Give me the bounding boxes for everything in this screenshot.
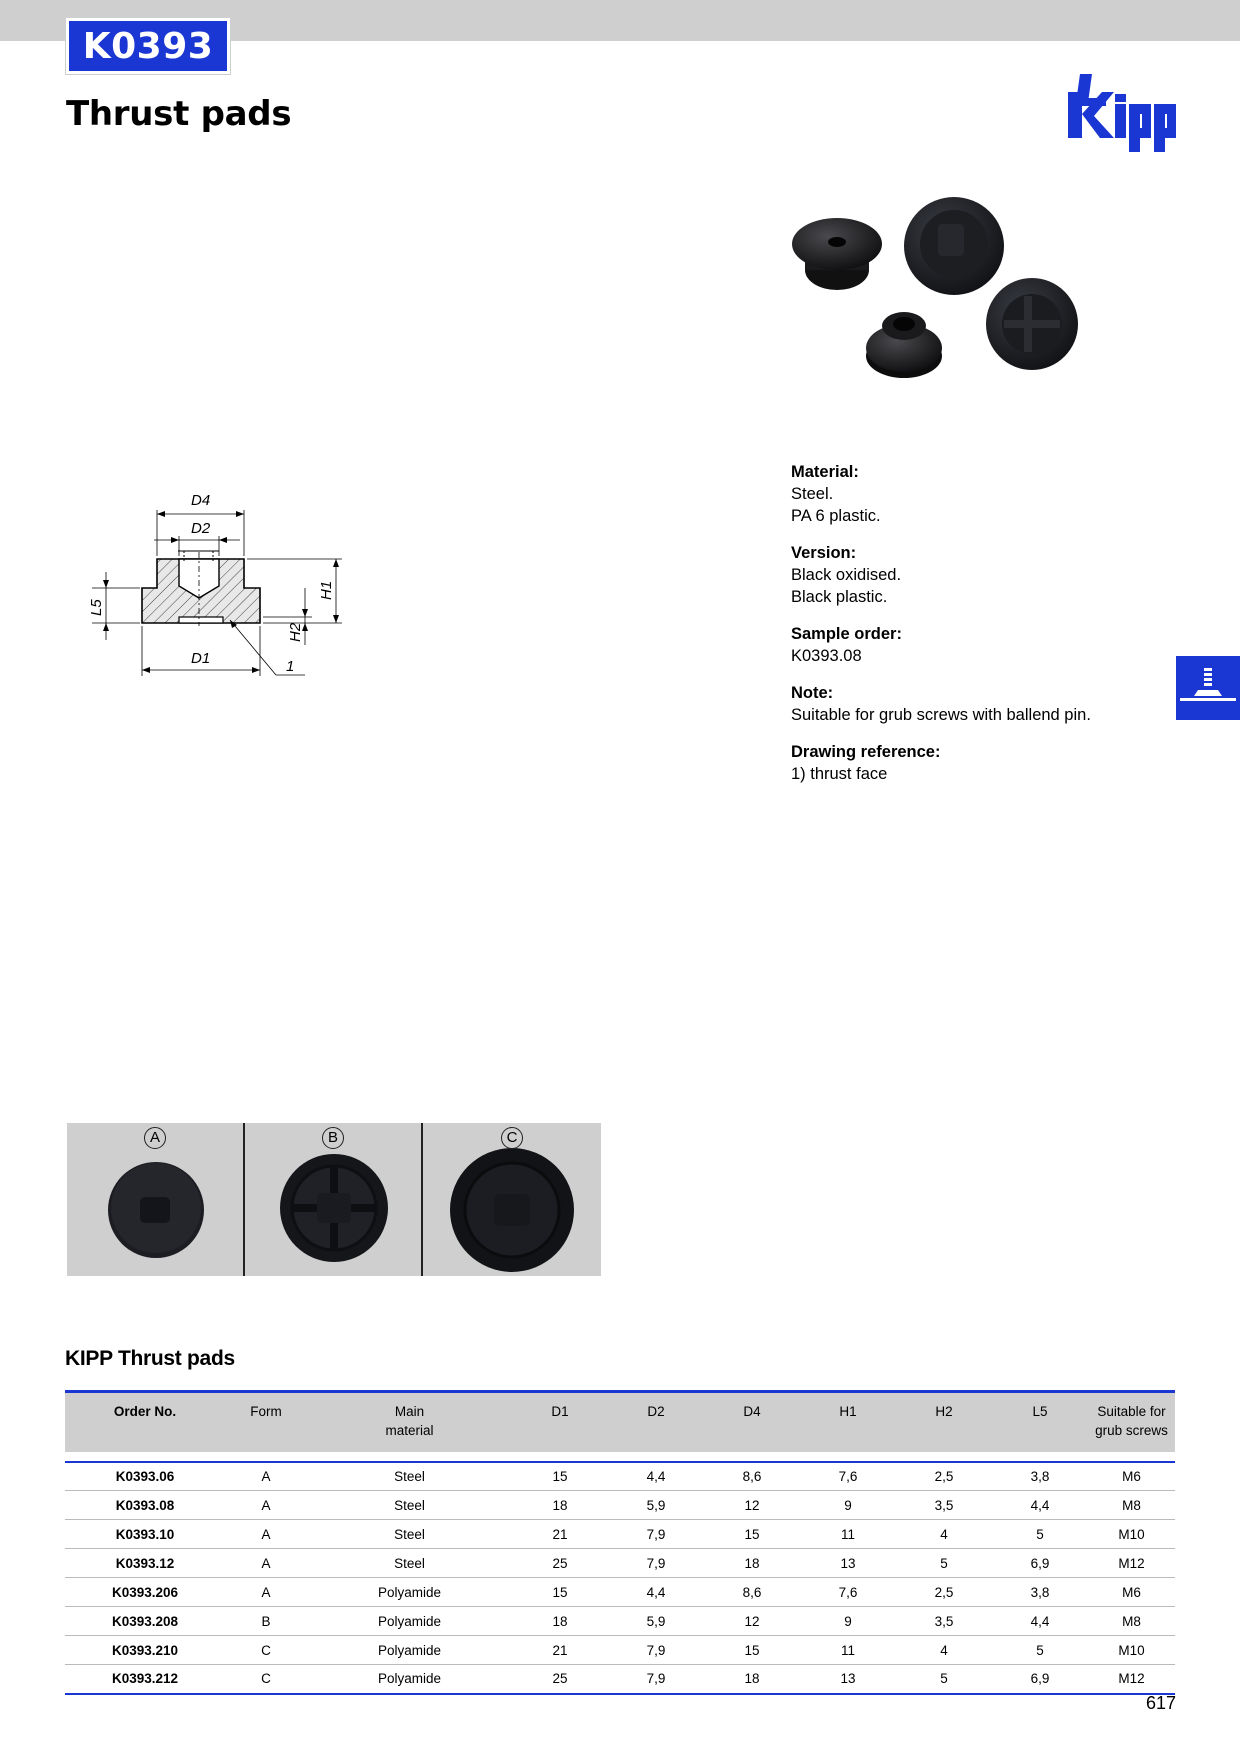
cell-grub-screw: M6 [1088, 1578, 1175, 1607]
header-d2: D2 [608, 1392, 704, 1452]
table-row [65, 1578, 1175, 1607]
drawing-label-l5: L5 [88, 599, 105, 616]
cell-form: A [225, 1520, 307, 1549]
header-d1: D1 [512, 1392, 608, 1452]
material-value-1: Steel. [791, 485, 834, 503]
cell-d2: 4,4 [608, 1462, 704, 1491]
cell-grub-screw: M6 [1088, 1462, 1175, 1491]
cell-material: Polyamide [307, 1636, 512, 1665]
cell-material: Steel [307, 1520, 512, 1549]
header-material: Main material [307, 1392, 512, 1452]
note-label: Note: [791, 684, 834, 702]
table-row [65, 1549, 1175, 1578]
cell-form: C [225, 1636, 307, 1665]
version-value-1: Black oxidised. [791, 566, 902, 584]
cell-l5: 5 [992, 1520, 1088, 1549]
cell-d4: 18 [704, 1665, 800, 1694]
drawing-label-d4: D4 [191, 492, 211, 509]
sample-order-block [791, 623, 1191, 667]
cell-h2: 3,5 [896, 1491, 992, 1520]
cell-form: A [225, 1462, 307, 1491]
page-number: 617 [1145, 1693, 1176, 1713]
cell-d1: 21 [512, 1636, 608, 1665]
cell-form: A [225, 1578, 307, 1607]
drawing-label-d1: D1 [191, 650, 211, 667]
form-b-label: B [322, 1127, 344, 1149]
cell-grub-screw: M8 [1088, 1607, 1175, 1636]
cell-h2: 4 [896, 1636, 992, 1665]
header-grub-screws: Suitable for grub screws [1088, 1392, 1175, 1452]
table-row [65, 1636, 1175, 1665]
drawing-label-h2: H2 [287, 622, 304, 642]
cell-form: A [225, 1491, 307, 1520]
cell-d2: 7,9 [608, 1636, 704, 1665]
cell-order-no: K0393.212 [65, 1665, 225, 1694]
cell-d2: 7,9 [608, 1665, 704, 1694]
header-h1: H1 [800, 1392, 896, 1452]
sample-order-label: Sample order: [791, 625, 902, 643]
cell-l5: 4,4 [992, 1607, 1088, 1636]
drawing-label-d2: D2 [191, 520, 211, 537]
cell-h2: 4 [896, 1520, 992, 1549]
cell-d1: 18 [512, 1607, 608, 1636]
form-a-label: A [144, 1127, 166, 1149]
table-row [65, 1607, 1175, 1636]
cell-d1: 15 [512, 1462, 608, 1491]
dimensions-table [65, 1390, 1175, 1695]
cell-h1: 9 [800, 1607, 896, 1636]
cell-l5: 6,9 [992, 1665, 1088, 1694]
cell-d4: 18 [704, 1549, 800, 1578]
table-row [65, 1462, 1175, 1491]
header-h2: H2 [896, 1392, 992, 1452]
table-title: KIPP Thrust pads [65, 1347, 235, 1370]
header-form: Form [225, 1392, 307, 1452]
cell-d1: 21 [512, 1520, 608, 1549]
cell-order-no: K0393.208 [65, 1607, 225, 1636]
cell-d2: 5,9 [608, 1491, 704, 1520]
product-code-badge: K0393 [66, 18, 230, 74]
cell-order-no: K0393.06 [65, 1462, 225, 1491]
drawing-reference-label: Drawing reference: [791, 743, 941, 761]
cell-h1: 7,6 [800, 1462, 896, 1491]
cell-grub-screw: M8 [1088, 1491, 1175, 1520]
material-value-2: PA 6 plastic. [791, 507, 881, 525]
cell-l5: 3,8 [992, 1578, 1088, 1607]
cell-material: Steel [307, 1491, 512, 1520]
kipp-logo [1066, 74, 1182, 160]
drawing-reference-value: 1) thrust face [791, 765, 888, 783]
material-label: Material: [791, 463, 859, 481]
cell-form: A [225, 1549, 307, 1578]
cell-d1: 18 [512, 1491, 608, 1520]
header-d4: D4 [704, 1392, 800, 1452]
form-b-cell [245, 1123, 423, 1276]
product-photo [786, 186, 1086, 386]
cell-order-no: K0393.08 [65, 1491, 225, 1520]
cell-d4: 15 [704, 1520, 800, 1549]
cell-l5: 6,9 [992, 1549, 1088, 1578]
cell-h1: 11 [800, 1520, 896, 1549]
cell-l5: 3,8 [992, 1462, 1088, 1491]
form-c-cell [423, 1123, 601, 1276]
cell-d4: 12 [704, 1607, 800, 1636]
cell-h2: 5 [896, 1665, 992, 1694]
cell-order-no: K0393.206 [65, 1578, 225, 1607]
cell-material: Polyamide [307, 1607, 512, 1636]
page-title: Thrust pads [66, 94, 292, 134]
cell-h1: 13 [800, 1549, 896, 1578]
cell-order-no: K0393.12 [65, 1549, 225, 1578]
cell-l5: 4,4 [992, 1491, 1088, 1520]
cell-h2: 5 [896, 1549, 992, 1578]
table-row [65, 1665, 1175, 1694]
cell-d2: 7,9 [608, 1520, 704, 1549]
cell-h2: 2,5 [896, 1462, 992, 1491]
cell-h2: 3,5 [896, 1607, 992, 1636]
cell-d4: 12 [704, 1491, 800, 1520]
technical-drawing [80, 470, 350, 685]
cell-h1: 7,6 [800, 1578, 896, 1607]
form-c-label: C [501, 1127, 523, 1149]
cell-grub-screw: M10 [1088, 1520, 1175, 1549]
cell-h1: 11 [800, 1636, 896, 1665]
cell-h1: 9 [800, 1491, 896, 1520]
header-order-no: Order No. [65, 1392, 225, 1452]
cell-grub-screw: M12 [1088, 1665, 1175, 1694]
material-block [791, 461, 1191, 527]
header-l5: L5 [992, 1392, 1088, 1452]
cell-grub-screw: M10 [1088, 1636, 1175, 1665]
form-a-cell [67, 1123, 245, 1276]
cell-form: B [225, 1607, 307, 1636]
cell-material: Steel [307, 1549, 512, 1578]
cell-l5: 5 [992, 1636, 1088, 1665]
product-info [791, 461, 1191, 800]
table-body [65, 1462, 1175, 1694]
cell-d1: 15 [512, 1578, 608, 1607]
thrust-pad-icon [1176, 656, 1240, 720]
version-value-2: Black plastic. [791, 588, 888, 606]
cell-grub-screw: M12 [1088, 1549, 1175, 1578]
note-block [791, 682, 1191, 726]
drawing-reference-block [791, 741, 1191, 785]
cell-d2: 5,9 [608, 1607, 704, 1636]
cell-material: Polyamide [307, 1665, 512, 1694]
drawing-label-ref: 1 [286, 658, 295, 675]
cell-d4: 15 [704, 1636, 800, 1665]
cell-material: Polyamide [307, 1578, 512, 1607]
table-header-row [65, 1392, 1175, 1452]
sample-order-value: K0393.08 [791, 647, 862, 665]
cell-d4: 8,6 [704, 1462, 800, 1491]
drawing-label-h1: H1 [318, 580, 335, 600]
cell-d2: 4,4 [608, 1578, 704, 1607]
version-block [791, 542, 1191, 608]
version-label: Version: [791, 544, 857, 562]
table-row [65, 1520, 1175, 1549]
cell-order-no: K0393.10 [65, 1520, 225, 1549]
cell-h1: 13 [800, 1665, 896, 1694]
form-variants [67, 1123, 601, 1276]
table-row [65, 1491, 1175, 1520]
category-side-tab[interactable] [1176, 656, 1240, 720]
cell-d1: 25 [512, 1549, 608, 1578]
cell-form: C [225, 1665, 307, 1694]
cell-d1: 25 [512, 1665, 608, 1694]
cell-h2: 2,5 [896, 1578, 992, 1607]
cell-d2: 7,9 [608, 1549, 704, 1578]
cell-material: Steel [307, 1462, 512, 1491]
cell-order-no: K0393.210 [65, 1636, 225, 1665]
note-value: Suitable for grub screws with ballend pin. [791, 706, 1091, 724]
cell-d4: 8,6 [704, 1578, 800, 1607]
